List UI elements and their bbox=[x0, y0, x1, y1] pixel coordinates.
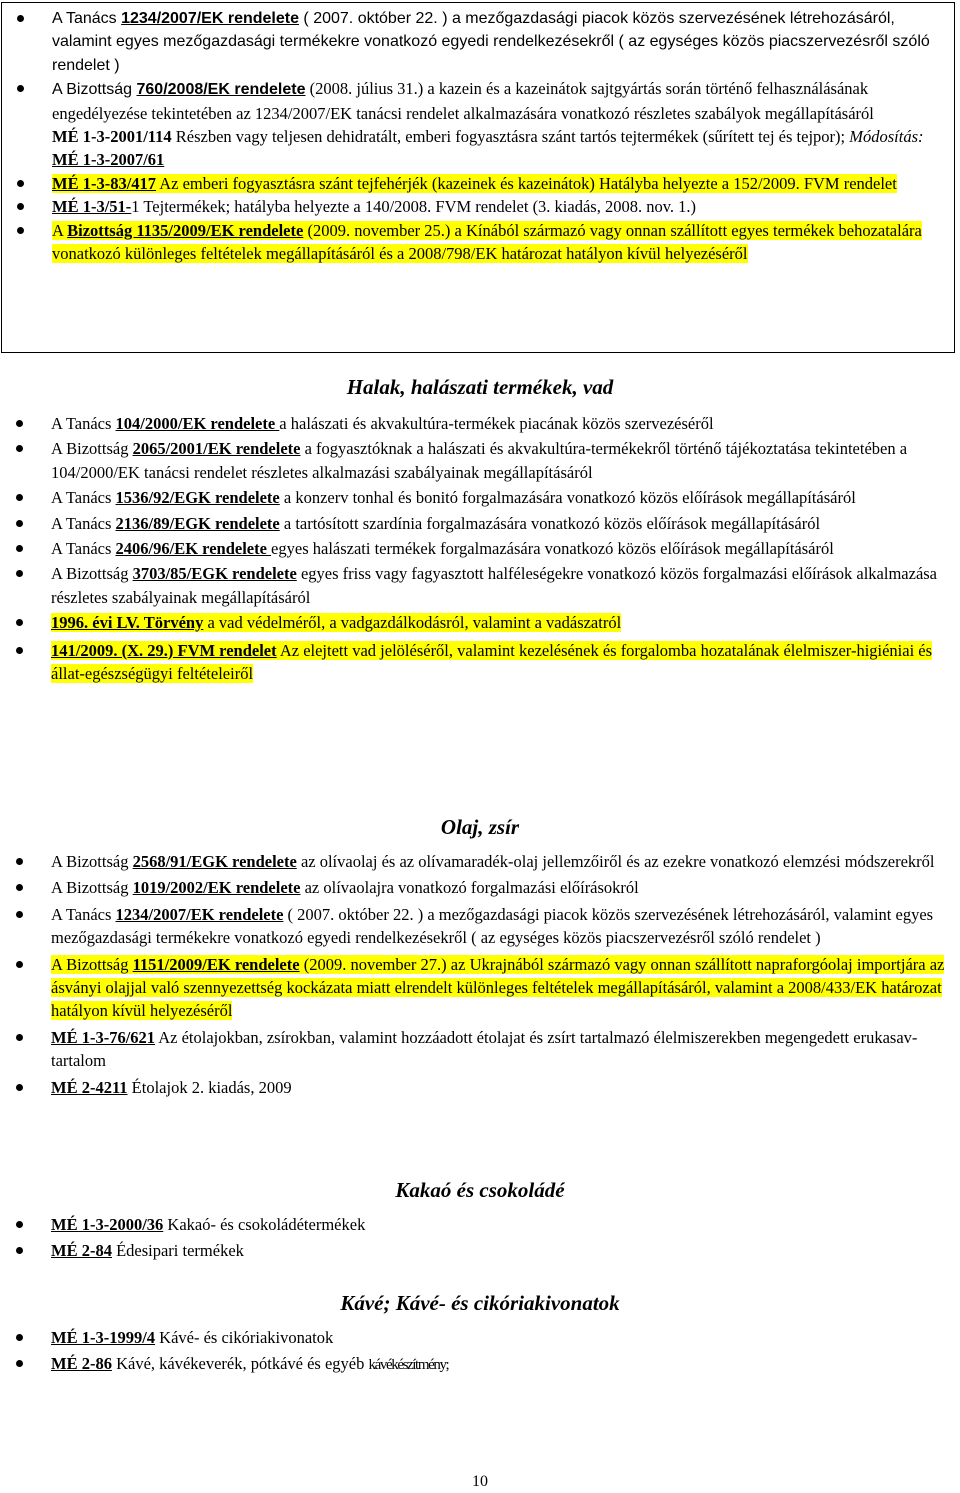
standard-link[interactable]: MÉ 1-3-83/417 bbox=[52, 173, 157, 193]
fish-list bbox=[1, 412, 953, 685]
regulation-link[interactable]: 2406/96/EK rendelete bbox=[115, 539, 272, 559]
list-item bbox=[2, 219, 954, 266]
top-list bbox=[2, 7, 954, 265]
regulation-link[interactable]: 1234/2007/EK rendelete bbox=[121, 10, 299, 27]
list-item bbox=[1, 639, 953, 686]
list-item: A Bizottság 2065/2001/EK rendelete a fogyasztóknak a halászati és akvakultúra-termékekről történő tájékoztatása tekintetében a 104/2000/EK tanácsi rendelet részletes alkalmazási szabályainak megállapításáról bbox=[1, 437, 953, 484]
highlighted-text: A Bizottság 1135/2009/EK rendelete (2009. november 25.) a Kínából származó vagy onnan szállított egyes termékek behozatalára vonatkozó különleges feltételek megállapításáról és a 2008/798/EK határozat hatályon kívül helyezéséről bbox=[52, 220, 922, 264]
section-heading-coffee: Kávé; Kávé- és cikóriakivonatok bbox=[340, 1291, 620, 1315]
page-number: 10 bbox=[472, 1473, 488, 1490]
list-item: A Bizottság 2568/91/EGK rendelete az olívaolaj és az olívamaradék-olaj jellemzőiről és az ezekre vonatkozó elemzési módszerekről bbox=[1, 850, 953, 873]
highlighted-text: 141/2009. (X. 29.) FVM rendelet Az elejtett vad jelöléséről, valamint kezelésének és forgalomba hozatalának élelmiszer-higiéniai és állat-egészségügyi feltételeiről bbox=[51, 640, 933, 684]
section-heading-cocoa: Kakaó és csokoládé bbox=[395, 1178, 565, 1202]
regulation-link[interactable]: 1151/2009/EK rendelete bbox=[132, 954, 300, 974]
standard-link[interactable]: MÉ 1-3-1999/4 bbox=[51, 1328, 156, 1347]
list-item: MÉ 2-4211 Étolajok 2. kiadás, 2009 bbox=[1, 1076, 953, 1099]
list-item: A Bizottság 760/2008/EK rendelete (2008. július 31.) a kazein és a kazeinátok sajtgyártás során történő felhasználásának engedélyezése tekintetében az 1234/2007/EK tanácsi rendelet alkalmazására vonatkozó részletes szabályok megállapításáról bbox=[2, 77, 954, 125]
list-item: A Tanács 2136/89/EGK rendelete a tartósított szardínia forgalmazására vonatkozó közös előírások megállapításáról bbox=[1, 512, 953, 535]
list-item: MÉ 2-84 Édesipari termékek bbox=[1, 1239, 953, 1262]
list-item bbox=[1, 611, 953, 634]
list-item: A Tanács 1234/2007/EK rendelete ( 2007. október 22. ) a mezőgazdasági piacok közös szervezésének létrehozásáról, valamint egyes mezőgazdasági termékekre vonatkozó egyedi rendelkezésekről ( az egységes közös piacszervezésről szóló rendelet ) bbox=[2, 7, 954, 77]
standard-link[interactable]: MÉ 1-3-76/621 bbox=[51, 1027, 156, 1047]
list-item: A Bizottság 3703/85/EGK rendelete egyes friss vagy fagyasztott halféleségekre vonatkozó közös forgalmazási előírások alkalmazása részletes szabályainak megállapításáról bbox=[1, 562, 953, 609]
list-item: MÉ 2-86 Kávé, kávékeverék, pótkávé és egyéb kávékészítmény; bbox=[1, 1352, 953, 1377]
highlighted-text: 1996. évi LV. Törvény a vad védelméről, a vadgazdálkodásról, valamint a vadászatról bbox=[51, 613, 622, 633]
decree-link[interactable]: 141/2009. (X. 29.) FVM rendelet bbox=[51, 640, 277, 660]
section-heading-oil: Olaj, zsír bbox=[440, 815, 520, 839]
standard-link[interactable]: MÉ 2-86 bbox=[51, 1354, 112, 1374]
standard-link[interactable]: MÉ 1-3-2001/114 bbox=[52, 127, 172, 147]
list-item: A Tanács 1234/2007/EK rendelete ( 2007. október 22. ) a mezőgazdasági piacok közös szervezésének létrehozásáról, valamint egyes mezőgazdasági termékekre vonatkozó egyedi rendelkezésekről ( az egységes közös piacszervezésről szóló rendelet ) bbox=[1, 903, 953, 950]
list-item: MÉ 1-3-2001/114 Részben vagy teljesen dehidratált, emberi fogyasztásra szánt tartós tejtermékek (sűrített tej és tejpor); Módosítás: MÉ 1-3-2007/61 bbox=[52, 127, 924, 170]
standard-link[interactable]: MÉ 1-3-2000/36 bbox=[51, 1215, 164, 1234]
regulation-link[interactable]: 2065/2001/EK rendelete bbox=[132, 439, 301, 459]
regulation-link[interactable]: 2136/89/EGK rendelete bbox=[115, 513, 280, 533]
highlighted-text: MÉ 1-3-83/417 Az emberi fogyasztásra szánt tejfehérjék (kazeinek és kazeinátok) Hatályba helyezte a 152/2009. FVM rendelet bbox=[52, 173, 897, 193]
standard-link[interactable]: MÉ 2-84 bbox=[51, 1241, 112, 1261]
list-item: MÉ 1-3-2000/36 Kakaó- és csokoládétermékek bbox=[1, 1213, 953, 1236]
regulation-link[interactable]: Bizottság 1135/2009/EK rendelete bbox=[67, 220, 304, 240]
list-item bbox=[2, 172, 954, 195]
list-item: MÉ 1-3-76/621 Az étolajokban, zsírokban, valamint hozzáadott étolajat és zsírt tartalmazó élelmiszerekben megengedett erukasav-tartalom bbox=[1, 1026, 953, 1073]
top-box bbox=[1, 2, 955, 353]
coffee-list bbox=[1, 1326, 953, 1378]
regulation-link[interactable]: 2568/91/EGK rendelete bbox=[132, 852, 297, 871]
highlighted-text: A Bizottság 1151/2009/EK rendelete (2009. november 27.) az Ukrajnából származó vagy onnan szállított napraforgóolaj importjára az ásványi olajjal való szennyezettség kockázata miatt elrendelt különleges feltételek megállapításáról, valamint a 2008/433/EK határozat hatályon kívül helyezéséről bbox=[51, 954, 945, 1021]
regulation-link[interactable]: 1536/92/EGK rendelete bbox=[115, 488, 280, 508]
oil-list bbox=[1, 850, 953, 1099]
regulation-link[interactable]: 104/2000/EK rendelete bbox=[115, 414, 280, 433]
list-item: A Bizottság 1019/2002/EK rendelete az olívaolajra vonatkozó forgalmazási előírásokról bbox=[1, 876, 953, 899]
standard-link[interactable]: MÉ 2-4211 bbox=[51, 1077, 128, 1097]
list-item: A Tanács 1536/92/EGK rendelete a konzerv tonhal és bonitó forgalmazására vonatkozó közös előírások megállapításáról bbox=[1, 486, 953, 509]
list-item bbox=[1, 953, 953, 1023]
list-item: A Tanács 104/2000/EK rendelete a halászati és akvakultúra-termékek piacának közös szervezéséről bbox=[1, 412, 953, 435]
regulation-link[interactable]: 760/2008/EK rendelete bbox=[136, 81, 306, 99]
law-link[interactable]: 1996. évi LV. Törvény bbox=[51, 613, 204, 633]
regulation-link[interactable]: 1019/2002/EK rendelete bbox=[132, 878, 301, 898]
cocoa-list bbox=[1, 1213, 953, 1263]
regulation-link[interactable]: 1234/2007/EK rendelete bbox=[115, 904, 284, 924]
list-item: MÉ 1-3/51-1 Tejtermékek; hatályba helyezte a 140/2008. FVM rendelet (3. kiadás, 2008. nov. 1.) bbox=[2, 195, 954, 218]
standard-link[interactable]: MÉ 1-3/51- bbox=[52, 197, 132, 217]
list-item: A Tanács 2406/96/EK rendelete egyes halászati termékek forgalmazására vonatkozó közös előírások megállapításáról bbox=[1, 537, 953, 560]
section-heading-fish: Halak, halászati termékek, vad bbox=[346, 375, 614, 399]
standard-link[interactable]: MÉ 1-3-2007/61 bbox=[52, 150, 165, 170]
list-item: MÉ 1-3-1999/4 Kávé- és cikóriakivonatok bbox=[1, 1326, 953, 1349]
regulation-link[interactable]: 3703/85/EGK rendelete bbox=[132, 564, 297, 584]
